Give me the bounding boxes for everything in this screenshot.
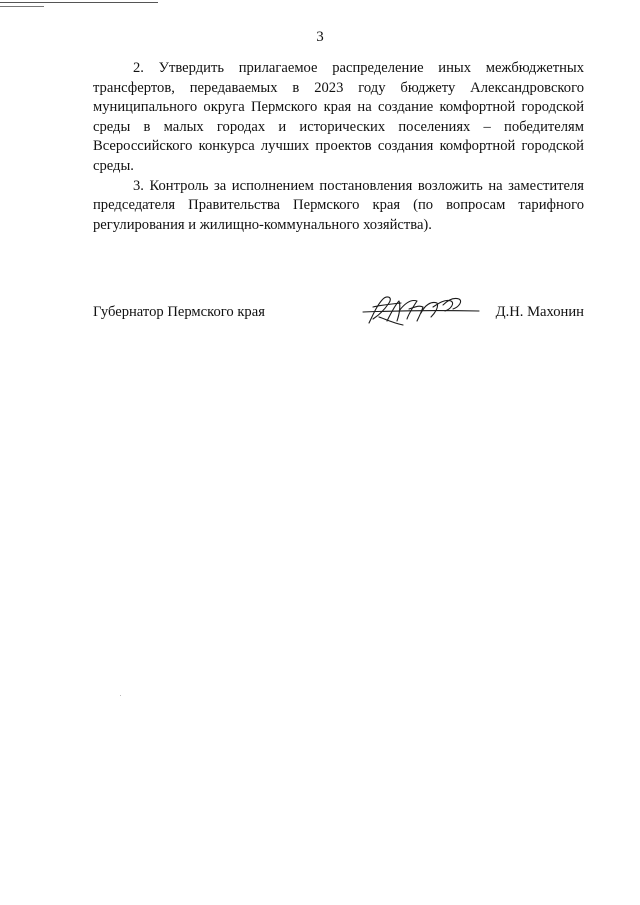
signature-block xyxy=(93,303,584,333)
signatory-position: Губернатор Пермского края xyxy=(93,304,265,320)
page-number: 3 xyxy=(316,29,324,45)
header-rule xyxy=(0,2,158,3)
document-body xyxy=(93,59,584,235)
header-rule-short xyxy=(0,6,44,7)
signatory-name: Д.Н. Махонин xyxy=(495,304,584,320)
handwritten-signature xyxy=(359,293,483,329)
scan-artifact xyxy=(120,695,121,696)
paragraph-3: 3. Контроль за исполнением постановления возложить на заместителя председателя Правительства Пермского края (по вопросам тарифного регулирования и жилищно-коммунального хозяйства). xyxy=(93,177,584,233)
paragraph-2: 2. Утвердить прилагаемое распределение иных межбюджетных трансфертов, передаваемых в 2023 году бюджету Александровского муниципального округа Пермского края на создание комфортной городской среды в малых городах и исторических поселениях – победителям Всероссийского конкурса лучших проектов создания комфортной городской среды. xyxy=(93,60,584,174)
